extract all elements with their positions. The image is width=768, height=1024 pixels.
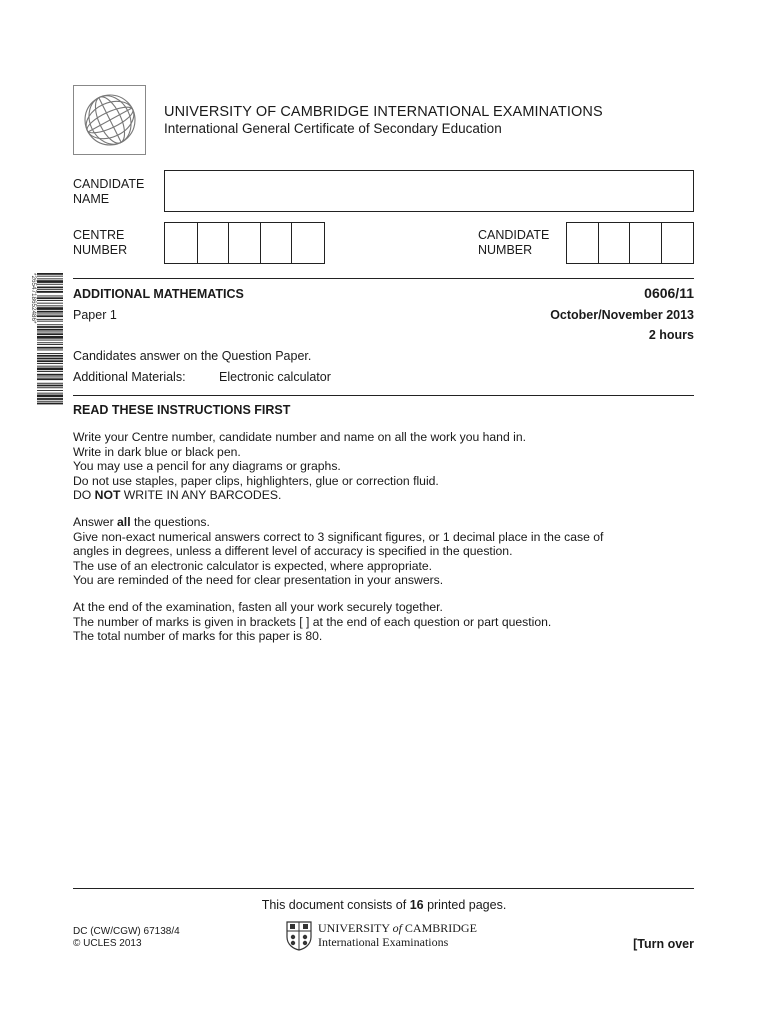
digit-box[interactable] bbox=[198, 223, 230, 263]
instruction-line: The use of an electronic calculator is expected, where appropriate. bbox=[73, 558, 433, 573]
barcode-bar bbox=[37, 358, 63, 360]
barcode-bar bbox=[37, 398, 63, 400]
barcode-bar bbox=[37, 311, 63, 313]
instruction-line: Do not use staples, paper clips, highlighters, glue or correction fluid. bbox=[73, 473, 439, 488]
answer-location: Candidates answer on the Question Paper. bbox=[73, 349, 312, 363]
candidate-name-field[interactable] bbox=[164, 170, 694, 212]
barcode-bar bbox=[37, 347, 63, 349]
barcode-bar bbox=[37, 319, 63, 320]
barcode-bar bbox=[37, 342, 63, 343]
barcode-bar bbox=[37, 326, 63, 328]
centre-number-field[interactable] bbox=[164, 222, 325, 264]
instructions-block-3 bbox=[73, 600, 551, 644]
barcode bbox=[27, 272, 63, 408]
centre-number-label: CENTRE NUMBER bbox=[73, 228, 128, 257]
barcode-bar bbox=[37, 401, 63, 402]
digit-box[interactable] bbox=[229, 223, 261, 263]
barcode-bar bbox=[37, 374, 63, 376]
barcode-bar bbox=[37, 291, 63, 293]
barcode-bar bbox=[37, 296, 63, 297]
instructions-block-2 bbox=[73, 515, 603, 588]
barcode-bar bbox=[37, 336, 63, 339]
barcode-bar bbox=[37, 324, 63, 325]
candidate-number-field[interactable] bbox=[566, 222, 694, 264]
barcode-bar bbox=[37, 273, 63, 275]
instruction-line: You may use a pencil for any diagrams or graphs. bbox=[73, 459, 341, 474]
barcode-bar bbox=[37, 278, 63, 279]
barcode-bar bbox=[37, 289, 63, 290]
barcode-bar bbox=[37, 280, 63, 283]
university-title: UNIVERSITY OF CAMBRIDGE INTERNATIONAL EXAMINATIONS bbox=[164, 104, 603, 120]
divider bbox=[73, 278, 694, 279]
barcode-bar bbox=[37, 305, 63, 306]
instruction-line: You are reminded of the need for clear presentation in your answers. bbox=[73, 573, 444, 588]
turn-over: [Turn over bbox=[633, 937, 694, 951]
instruction-line-barcodes: DO NOT WRITE IN ANY BARCODES. bbox=[73, 488, 282, 503]
barcode-bar bbox=[37, 287, 63, 289]
subject-title: ADDITIONAL MATHEMATICS bbox=[73, 287, 244, 301]
barcode-bar bbox=[37, 276, 63, 277]
barcode-bar bbox=[37, 378, 63, 380]
barcode-bar bbox=[37, 344, 63, 345]
barcode-bar bbox=[37, 297, 63, 299]
instruction-line: The total number of marks for this paper is 80. bbox=[73, 629, 323, 644]
barcode-bar bbox=[37, 383, 63, 384]
barcode-bar bbox=[37, 340, 63, 341]
instruction-line: Write in dark blue or black pen. bbox=[73, 444, 241, 459]
instruction-line: angles in degrees, unless a different level of accuracy is specified in the question. bbox=[73, 544, 513, 559]
candidate-number-label: CANDIDATE NUMBER bbox=[478, 228, 550, 257]
exam-duration: 2 hours bbox=[648, 328, 694, 342]
barcode-bar bbox=[37, 314, 63, 315]
barcode-bar bbox=[37, 284, 63, 285]
barcode-bar bbox=[37, 321, 63, 322]
instructions-heading: READ THESE INSTRUCTIONS FIRST bbox=[73, 403, 291, 417]
barcode-bar bbox=[37, 350, 63, 351]
barcode-bar bbox=[37, 363, 63, 364]
digit-box[interactable] bbox=[567, 223, 599, 263]
document-reference: DC (CW/CGW) 67138/4 © UCLES 2013 bbox=[73, 926, 180, 949]
instruction-line: At the end of the examination, fasten all your work securely together. bbox=[73, 600, 443, 614]
barcode-bar bbox=[37, 355, 63, 357]
instruction-line: The number of marks is given in brackets [ ] at the end of each question or part question. bbox=[73, 614, 552, 629]
exam-session: October/November 2013 bbox=[550, 308, 694, 322]
digit-box[interactable] bbox=[662, 223, 693, 263]
barcode-bar bbox=[37, 333, 63, 335]
barcode-bar bbox=[37, 303, 63, 304]
globe-icon bbox=[82, 92, 138, 148]
barcode-bar bbox=[37, 368, 63, 371]
barcode-bar bbox=[37, 332, 63, 333]
instruction-line: Give non-exact numerical answers correct to 3 significant figures, or 1 decimal place in the case of bbox=[73, 529, 604, 544]
materials-value: Electronic calculator bbox=[219, 370, 331, 384]
barcode-bar bbox=[37, 307, 63, 310]
barcode-bar bbox=[37, 371, 63, 372]
barcode-bar bbox=[37, 385, 63, 387]
cambridge-crest-icon bbox=[286, 921, 312, 951]
divider bbox=[73, 395, 694, 396]
cambridge-logo-line1: UNIVERSITY of CAMBRIDGE bbox=[318, 921, 477, 935]
candidate-name-label: CANDIDATE NAME bbox=[73, 177, 145, 206]
cambridge-logo bbox=[286, 921, 486, 953]
barcode-bar bbox=[37, 390, 63, 391]
barcode-bar bbox=[37, 395, 63, 398]
digit-box[interactable] bbox=[599, 223, 631, 263]
barcode-bar bbox=[37, 315, 63, 317]
barcode-bar bbox=[37, 366, 63, 367]
cambridge-logo-line2: International Examinations bbox=[318, 935, 449, 949]
page-count: This document consists of 16 printed pages. bbox=[261, 898, 507, 912]
instruction-line: Write your Centre number, candidate number and name on all the work you hand in. bbox=[73, 430, 527, 444]
barcode-bar bbox=[37, 353, 63, 354]
digit-box[interactable] bbox=[630, 223, 662, 263]
digit-box[interactable] bbox=[165, 223, 198, 263]
barcode-bar bbox=[37, 403, 63, 405]
barcode-digits: *2654718652486* bbox=[30, 273, 37, 324]
certificate-subtitle: International General Certificate of Secondary Education bbox=[164, 121, 502, 136]
barcode-bar bbox=[37, 387, 63, 388]
barcode-bar bbox=[37, 329, 63, 331]
ucie-globe-logo bbox=[73, 85, 146, 155]
barcode-graphic bbox=[27, 272, 63, 408]
paper-number: Paper 1 bbox=[73, 308, 117, 322]
barcode-bar bbox=[37, 393, 63, 394]
materials-label: Additional Materials: bbox=[73, 370, 186, 384]
instructions-block-1 bbox=[73, 430, 526, 503]
barcode-bar bbox=[37, 300, 63, 301]
instruction-line-answer-all: Answer all the questions. bbox=[73, 515, 210, 529]
paper-code: 0606/11 bbox=[644, 285, 694, 301]
barcode-bar bbox=[37, 377, 63, 378]
digit-box[interactable] bbox=[292, 223, 324, 263]
barcode-bar bbox=[37, 360, 63, 362]
divider bbox=[73, 888, 694, 889]
digit-box[interactable] bbox=[261, 223, 293, 263]
